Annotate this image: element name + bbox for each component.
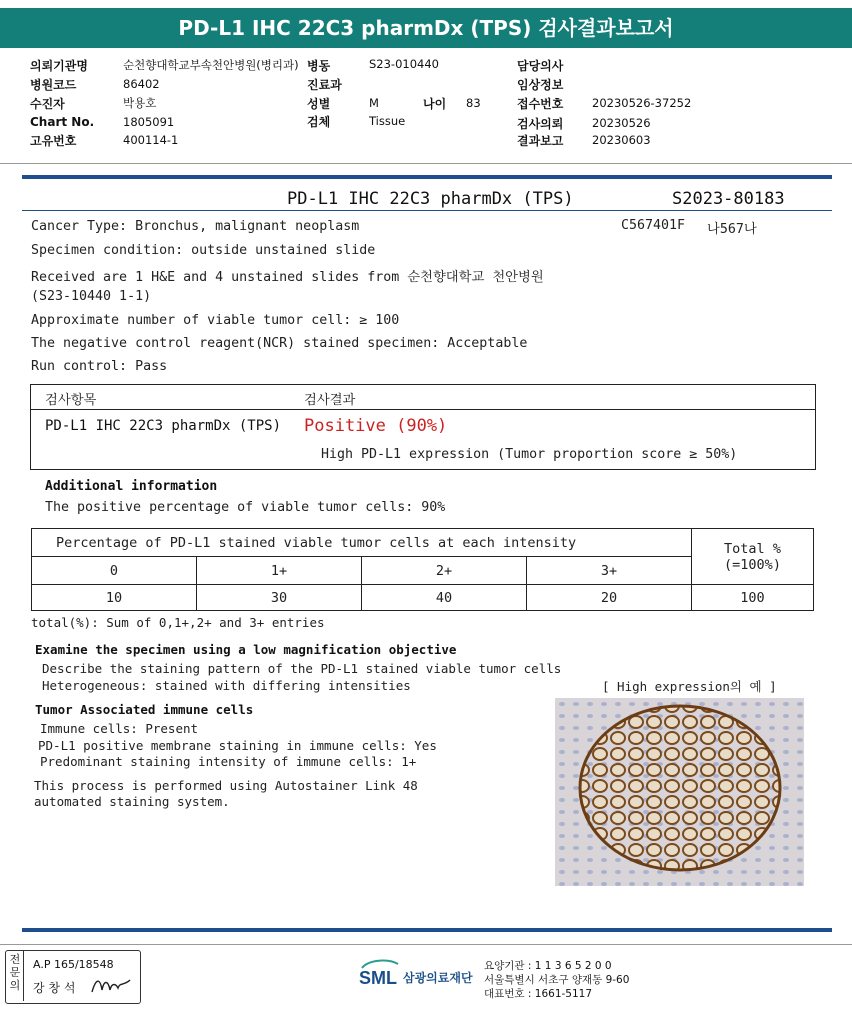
stamp-divider [23,951,24,1001]
examine-line-2: Heterogeneous: stained with differing intensities [42,678,411,693]
value-report-date: 20230603 [592,133,651,147]
doctor-name: 강 창 석 [33,981,76,995]
ap-number: A.P 165/18548 [33,958,114,971]
phone: 대표번호 : 1661-5117 [484,988,593,1000]
result-header-result: 검사결과 [304,393,356,408]
value-unique-no: 400114-1 [123,133,179,147]
immune-title: Tumor Associated immune cells [35,702,254,717]
result-header-item: 검사항목 [45,393,97,408]
intensity-table-header: Percentage of PD-L1 stained viable tumor cells at each intensity [32,529,692,557]
label-request-date: 검사의뢰 [517,117,564,131]
label-patient: 수진자 [30,97,65,111]
value-0: 10 [32,585,197,611]
result-box-divider [31,409,815,410]
label-chart-no: Chart No. [30,115,95,129]
line-ncr: The negative control reagent(NCR) stained specimen: Acceptable [31,336,528,351]
examine-title: Examine the specimen using a low magnification objective [35,642,457,657]
org-name: 삼광의료재단 [403,971,473,985]
line-slide-id: (S23-10440 1-1) [31,289,152,304]
code-a: C567401F [621,218,686,233]
result-note: High PD-L1 expression (Tumor proportion score ≥ 50%) [321,447,738,462]
value-request-date: 20230526 [592,116,651,130]
label-institution: 의뢰기관명 [30,59,88,73]
value-hospital-code: 86402 [123,77,160,91]
value-institution: 순천향대학교부속천안병원(병리과) [123,58,299,72]
additional-title: Additional information [45,479,218,494]
immune-line-1: Immune cells: Present [40,721,199,736]
institution-code: 요양기관 : 1 1 3 6 5 2 0 0 [484,960,612,972]
signature-icon [90,974,132,998]
additional-text: The positive percentage of viable tumor cells: 90% [45,500,446,515]
result-item: PD-L1 IHC 22C3 pharmDx (TPS) [45,418,282,434]
report-header-title: PD-L1 IHC 22C3 pharmDx (TPS) 검사결과보고서 [0,8,852,48]
label-sex: 성별 [307,97,331,111]
value-2plus: 40 [362,585,527,611]
value-ward: S23-010440 [369,57,439,71]
intensity-2plus: 2+ [362,557,527,585]
examine-line-1: Describe the staining pattern of the PD-L1 stained viable tumor cells [42,661,562,676]
process-line-2: automated staining system. [34,794,230,809]
value-receipt-no: 20230526-37252 [592,96,692,110]
value-3plus: 20 [527,585,692,611]
value-patient: 박용호 [123,96,157,110]
bottom-blue-bar [22,928,832,932]
sml-logo [358,958,400,996]
line-run-control: Run control: Pass [31,359,168,374]
top-blue-bar [22,175,832,179]
intensity-3plus: 3+ [527,557,692,585]
address: 서울특별시 서초구 양재동 9-60 [484,974,630,986]
immune-line-3: Predominant staining intensity of immune cells: 1+ [40,754,417,769]
image-caption: [ High expression의 예 ] [602,679,777,694]
code-b: 나567나 [707,222,757,237]
table-note: total(%): Sum of 0,1+,2+ and 3+ entries [31,615,325,630]
value-1plus: 30 [197,585,362,611]
sml-logo-icon [358,958,400,992]
logo-text: SML [359,968,397,988]
label-hospital-code: 병원코드 [30,78,77,92]
label-specimen: 검체 [307,115,331,129]
line-viable-cells: Approximate number of viable tumor cell: ≥ 100 [31,313,400,328]
line-received: Received are 1 H&E and 4 unstained slides from 순천향대학교 천안병원 [31,270,544,285]
value-age: 83 [466,96,481,110]
label-age: 나이 [423,97,447,111]
report-title: PD-L1 IHC 22C3 pharmDx (TPS) [287,189,574,209]
line-specimen-condition: Specimen condition: outside unstained slide [31,243,376,258]
line-cancer-type: Cancer Type: Bronchus, malignant neoplasm [31,219,360,234]
stamp-vertical-label: 전 문 의 [9,953,21,992]
intensity-1plus: 1+ [197,557,362,585]
cell-pattern [555,698,804,886]
total-header [692,529,814,585]
footer-divider [0,944,852,945]
title-underline [22,210,832,211]
label-department: 진료과 [307,78,342,92]
intensity-table [31,528,814,611]
process-line-1: This process is performed using Autostainer Link 48 [34,778,418,793]
info-divider [0,163,852,164]
label-doctor: 담당의사 [517,59,564,73]
value-total: 100 [692,585,814,611]
immune-line-2: PD-L1 positive membrane staining in immune cells: Yes [38,738,437,753]
report-number: S2023-80183 [672,189,785,209]
value-specimen: Tissue [369,114,406,128]
intensity-0: 0 [32,557,197,585]
doctor-signature [90,974,132,1002]
high-expression-example-image [555,698,804,886]
value-sex: M [369,96,379,110]
label-unique-no: 고유번호 [30,134,77,148]
label-clinical-info: 임상정보 [517,78,564,92]
total-label-1: Total % [724,540,781,557]
label-report-date: 결과보고 [517,134,564,148]
value-chart-no: 1805091 [123,115,175,129]
result-value: Positive (90%) [304,416,448,436]
label-ward: 병동 [307,59,331,73]
total-label-2: (=100%) [724,556,781,573]
label-receipt-no: 접수번호 [517,97,564,111]
